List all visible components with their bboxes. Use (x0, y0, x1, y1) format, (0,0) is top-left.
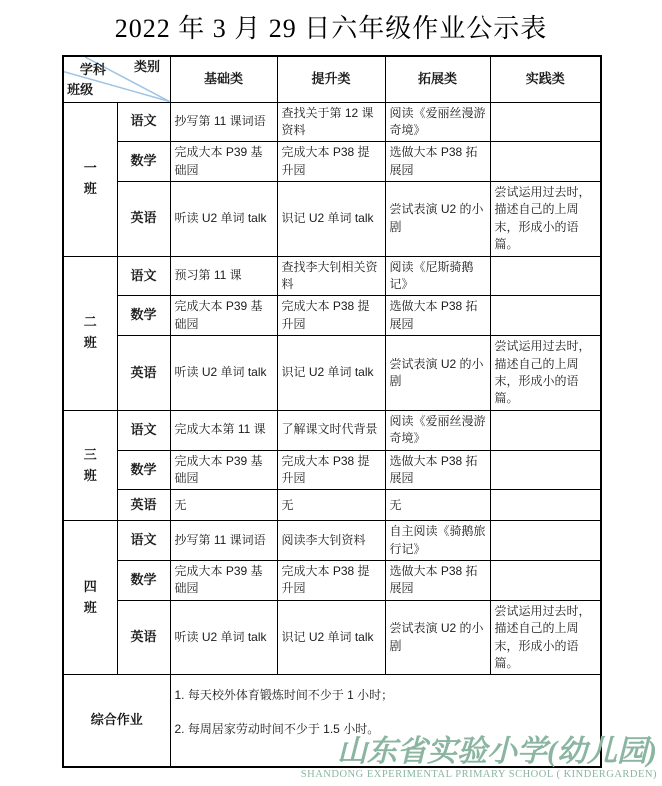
homework-cell: 尝试运用过去时，描述自己的上周末，形成小的语篇。 (490, 600, 601, 675)
subject-label: 英语 (117, 600, 170, 675)
homework-cell: 阅读《爱丽丝漫游奇境》 (385, 102, 490, 142)
table-row (63, 102, 601, 142)
homework-cell (490, 450, 601, 490)
corner-label-category: 类别 (134, 59, 161, 75)
school-logo-english: SHANDONG EXPERIMENTAL PRIMARY SCHOOL ( KINDERGARDEN) (300, 769, 657, 780)
subject-label: 数学 (117, 450, 170, 490)
homework-cell (490, 142, 601, 182)
table-row (63, 600, 601, 675)
homework-cell: 识记 U2 单词 talk (277, 336, 385, 411)
table-row (63, 410, 601, 450)
subject-label: 语文 (117, 410, 170, 450)
homework-cell: 查找关于第 12 课资料 (277, 102, 385, 142)
homework-cell: 完成大本 P39 基础园 (170, 450, 277, 490)
homework-cell: 预习第 11 课 (170, 256, 277, 296)
table-header-row (63, 56, 601, 102)
table-row (63, 256, 601, 296)
corner-label-class: 班级 (67, 81, 94, 97)
summary-line-2: 2. 每周居家劳动时间不少于 1.5 小时。 (174, 721, 380, 736)
column-header-basic: 基础类 (170, 56, 277, 102)
homework-cell (490, 102, 601, 142)
column-header-improve: 提升类 (277, 56, 385, 102)
homework-cell: 尝试表演 U2 的小剧 (385, 182, 490, 257)
column-header-extend: 拓展类 (385, 56, 490, 102)
school-logo (301, 735, 657, 780)
homework-cell: 尝试运用过去时，描述自己的上周末，形成小的语篇。 (490, 336, 601, 411)
subject-label: 数学 (117, 296, 170, 336)
class-label-2: 二班 (63, 256, 117, 410)
homework-cell: 自主阅读《骑鹅旅行记》 (385, 521, 490, 561)
homework-cell: 抄写第 11 课词语 (170, 521, 277, 561)
homework-cell (490, 296, 601, 336)
homework-cell: 尝试表演 U2 的小剧 (385, 336, 490, 411)
homework-cell: 完成大本 P38 提升园 (277, 561, 385, 601)
homework-cell: 选做大本 P38 拓展园 (385, 296, 490, 336)
homework-cell (490, 521, 601, 561)
subject-label: 语文 (117, 102, 170, 142)
homework-cell: 识记 U2 单词 talk (277, 182, 385, 257)
homework-cell: 听读 U2 单词 talk (170, 600, 277, 675)
table-row (63, 182, 601, 257)
school-logo-chinese: 山东省实验小学(幼儿园) (337, 735, 657, 768)
table-row (63, 490, 601, 521)
homework-cell: 阅读《爱丽丝漫游奇境》 (385, 410, 490, 450)
homework-cell: 完成大本 P39 基础园 (170, 296, 277, 336)
homework-cell (490, 256, 601, 296)
homework-cell: 选做大本 P38 拓展园 (385, 450, 490, 490)
homework-cell: 尝试运用过去时，描述自己的上周末，形成小的语篇。 (490, 182, 601, 257)
homework-cell: 听读 U2 单词 talk (170, 182, 277, 257)
subject-label: 语文 (117, 256, 170, 296)
table-row (63, 450, 601, 490)
homework-cell: 完成大本 P39 基础园 (170, 142, 277, 182)
table-row (63, 142, 601, 182)
table-row (63, 521, 601, 561)
homework-cell (490, 490, 601, 521)
homework-cell: 无 (385, 490, 490, 521)
subject-label: 英语 (117, 336, 170, 411)
homework-cell: 识记 U2 单词 talk (277, 600, 385, 675)
homework-cell: 阅读《尼斯骑鹅记》 (385, 256, 490, 296)
homework-cell: 听读 U2 单词 talk (170, 336, 277, 411)
table-row (63, 296, 601, 336)
homework-table (62, 55, 602, 768)
homework-cell: 尝试表演 U2 的小剧 (385, 600, 490, 675)
homework-cell: 抄写第 11 课词语 (170, 102, 277, 142)
homework-cell: 无 (170, 490, 277, 521)
homework-cell: 选做大本 P38 拓展园 (385, 561, 490, 601)
class-label-1: 一班 (63, 102, 117, 256)
homework-cell: 无 (277, 490, 385, 521)
subject-label: 语文 (117, 521, 170, 561)
homework-cell: 查找李大钊相关资料 (277, 256, 385, 296)
subject-label: 数学 (117, 561, 170, 601)
summary-line-1: 1. 每天校外体育锻炼时间不少于 1 小时； (174, 688, 394, 703)
homework-cell (490, 561, 601, 601)
homework-cell: 完成大本 P38 提升园 (277, 296, 385, 336)
subject-label: 英语 (117, 182, 170, 257)
homework-cell: 完成大本 P39 基础园 (170, 561, 277, 601)
subject-label: 数学 (117, 142, 170, 182)
corner-label-subject: 学科 (79, 61, 106, 77)
column-header-practice: 实践类 (490, 56, 601, 102)
homework-cell: 阅读李大钊资料 (277, 521, 385, 561)
page-title: 2022 年 3 月 29 日六年级作业公示表 (114, 14, 548, 43)
table-row (63, 336, 601, 411)
class-label-3: 三班 (63, 410, 117, 521)
homework-cell: 完成大本 P38 提升园 (277, 450, 385, 490)
summary-label: 综合作业 (63, 675, 170, 767)
table-row (63, 561, 601, 601)
homework-cell: 了解课文时代背景 (277, 410, 385, 450)
homework-cell: 选做大本 P38 拓展园 (385, 142, 490, 182)
homework-cell (490, 410, 601, 450)
subject-label: 英语 (117, 490, 170, 521)
homework-cell: 完成大本 P38 提升园 (277, 142, 385, 182)
diagonal-corner-cell (63, 56, 170, 102)
homework-cell: 完成大本第 11 课 (170, 410, 277, 450)
class-label-4: 四班 (63, 521, 117, 675)
